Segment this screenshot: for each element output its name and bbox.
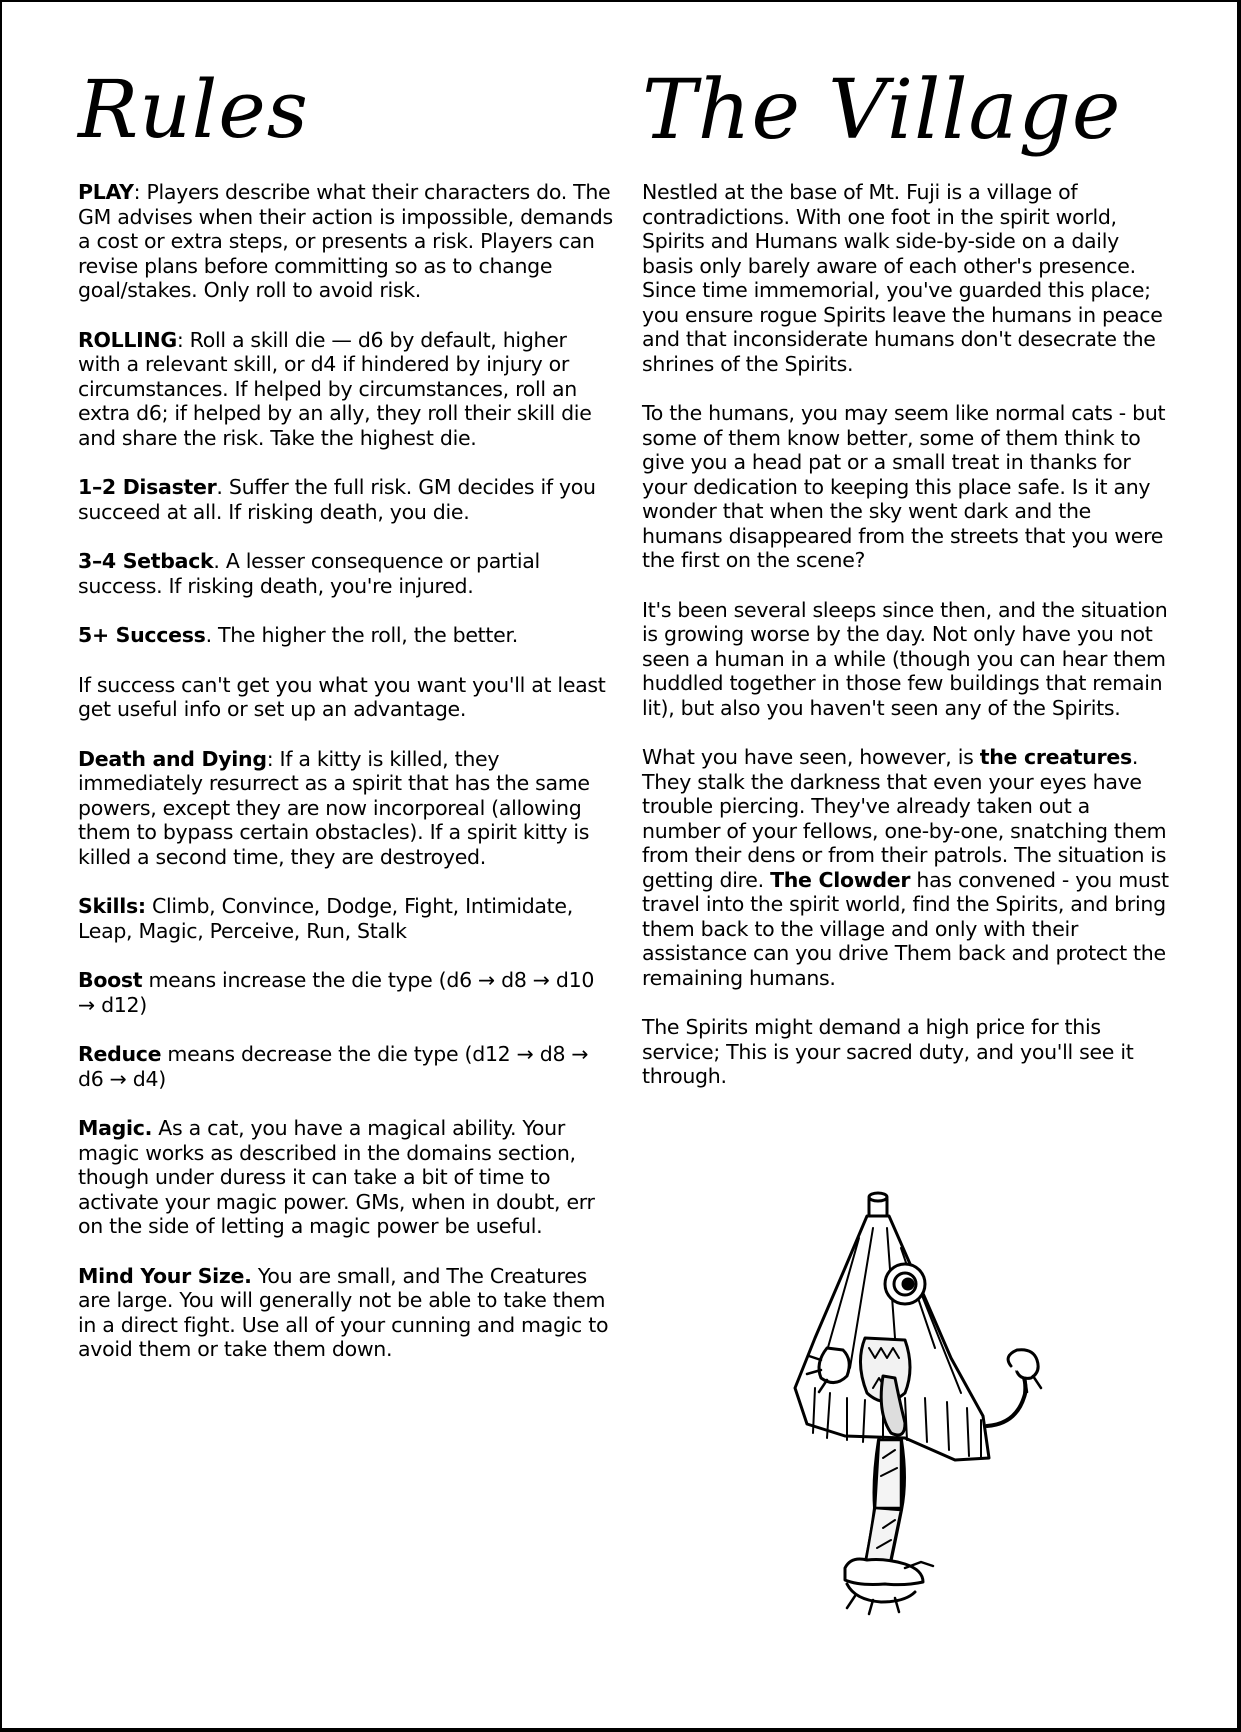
village-paragraph-2: To the humans, you may seem like normal cats - but some of them know better, some of them think to give you a head pat or a small treat in thanks for your dedication to keeping this place safe. Is it any wonder that when the sky went dark and the humans disappeared from the streets that you were the first on the scene? — [642, 401, 1166, 572]
rules-boost: Boost means increase the die type (d6 → d8 → d10 → d12) — [78, 968, 595, 1017]
village-paragraph-4: What you have seen, however, is the creatures. They stalk the darkness that even your eyes have trouble piercing. They've already taken out a number of your fellows, one-by-one, snatching them from their dens or from their patrols. The situation is getting dire. The Clowder has convened - you must travel into the spirit world, find the Spirits, and bring them back to the village and only with their assistance can you drive Them back and protect the remaining humans. — [642, 745, 1169, 990]
rules-skills: Skills: Climb, Convince, Dodge, Fight, Intimidate, Leap, Magic, Perceive, Run, Stalk — [78, 894, 573, 943]
village-paragraph-5: The Spirits might demand a high price for this service; This is your sacred duty, and you'll see it through. — [642, 1015, 1134, 1088]
rules-title: Rules — [78, 63, 309, 156]
creature-illustration — [755, 1188, 1075, 1628]
village-title: The Village — [642, 63, 1122, 158]
rules-death: Death and Dying: If a kitty is killed, they immediately resurrect as a spirit that has the same powers, except they are now incorporeal (allowing them to bypass certain obstacles). If a spirit kitty is killed a second time, they are destroyed. — [78, 746, 590, 869]
rules-column — [78, 63, 613, 1387]
village-paragraph-3: It's been several sleeps since then, and the situation is growing worse by the day. Not only have you not seen a human in a while (though you can hear them huddled together in those few buildings that remain lit), but also you haven't seen any of the Spirits. — [642, 597, 1168, 720]
rules-success: 5+ Success. The higher the roll, the better. — [78, 623, 518, 647]
rules-reduce: Reduce means decrease the die type (d12 → d8 → d6 → d4) — [78, 1042, 589, 1091]
rules-setback: 3–4 Setback. A lesser consequence or partial success. If risking death, you're injured. — [78, 549, 540, 598]
village-column — [642, 63, 1174, 1114]
village-paragraph-1: Nestled at the base of Mt. Fuji is a village of contradictions. With one foot in the spirit world, Spirits and Humans walk side-by-side on a daily basis only barely aware of each other's presence. Since time immemorial, you've guarded this place; you ensure rogue Spirits leave the humans in peace and that inconsiderate humans don't desecrate the shrines of the Spirits. — [642, 180, 1163, 376]
rules-play: PLAY: Players describe what their characters do. The GM advises when their action is impossible, demands a cost or extra steps, or presents a risk. Players can revise plans before committing so as to change goal/stakes. Only roll to avoid risk. — [78, 180, 613, 302]
rules-fallback: If success can't get you what you want you'll at least get useful info or set up an advantage. — [78, 672, 606, 721]
rules-disaster: 1–2 Disaster. Suffer the full risk. GM decides if you succeed at all. If risking death, you die. — [78, 475, 596, 524]
rules-size: Mind Your Size. You are small, and The Creatures are large. You will generally not be able to take them in a direct fight. Use all of your cunning and magic to avoid them or take them down. — [78, 1263, 609, 1361]
rules-magic: Magic. As a cat, you have a magical ability. Your magic works as described in the domains section, though under duress it can take a bit of time to activate your magic power. GMs, when in doubt, err on the side of letting a magic power be useful. — [78, 1116, 595, 1238]
rules-rolling: ROLLING: Roll a skill die — d6 by default, higher with a relevant skill, or d4 if hindered by injury or circumstances. If helped by circumstances, roll an extra d6; if helped by an ally, they roll their skill die and share the risk. Take the highest die. — [78, 327, 592, 450]
